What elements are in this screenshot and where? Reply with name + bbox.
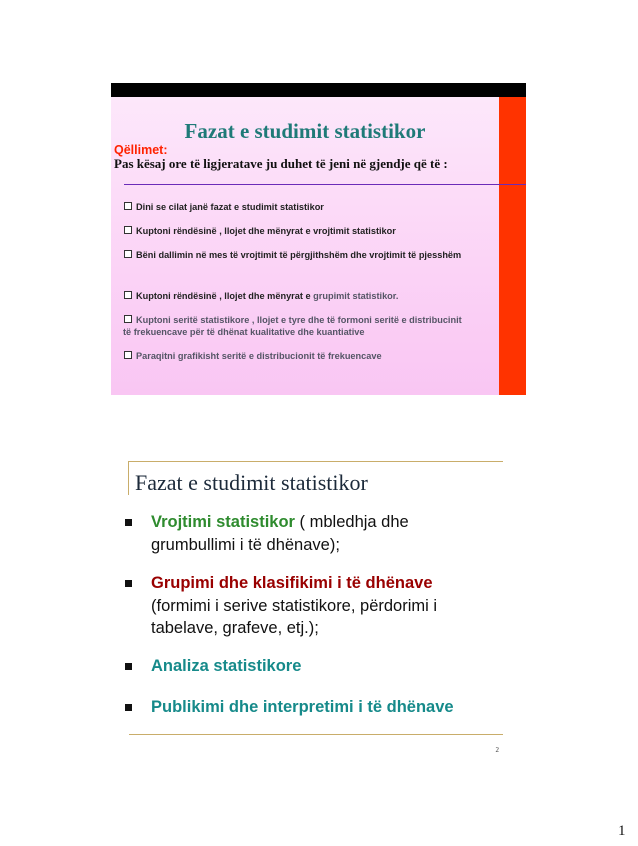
slide-2: Fazat e studimit statistikor Vrojtimi statistikor ( mbledhja dhe grumbullimi i të dhënave); Grupimi dhe klasifikimi i të dhënave (formimi i serive statistikore, përdorimi i tabelave, grafeve, etj.); Analiza statistikore Publikimi dhe interpretimi i të dhënave 2: [125, 461, 503, 736]
slide-top-bar: [111, 83, 526, 97]
goal-item: Bëni dallimin në mes të vrojtimit të përgjithshëm dhe vrojtimit të pjesshëm: [123, 249, 468, 261]
goal-item: Kuptoni rëndësinë , llojet dhe mënyrat e vrojtimit statistikor: [123, 225, 468, 237]
slide-2-title: Fazat e studimit statistikor: [135, 470, 368, 495]
goals-intro: Pas kësaj ore të ligjeratave ju duhet të jeni në gjendje që të :: [114, 156, 448, 171]
square-bullet-icon: [125, 519, 132, 526]
square-bullet-icon: [125, 580, 132, 587]
slide-side-accent-bar: [499, 97, 526, 395]
square-bullet-icon: [125, 663, 132, 670]
slide-frame-bottom: [129, 734, 503, 735]
goal-item: Kuptoni rëndësinë , llojet dhe mënyrat e grupimit statistikor.: [123, 290, 468, 302]
slide-1-title: Fazat e studimit statistikor: [184, 119, 426, 143]
goal-item: Paraqitni grafikisht seritë e distribucionit të frekuencave: [123, 350, 468, 362]
slide-1: [111, 83, 526, 395]
goal-item: Kuptoni seritë statistikore , llojet e tyre dhe të formoni seritë e distribucinit të frekuencave për të dhënat kualitative dhe kuantiative: [123, 315, 462, 337]
checkbox-bullet-icon: [124, 315, 132, 323]
checkbox-bullet-icon: [124, 202, 132, 210]
square-bullet-icon: [125, 704, 132, 711]
page-number: 1: [618, 823, 626, 839]
slide-frame-left: [128, 461, 129, 495]
checkbox-bullet-icon: [124, 226, 132, 234]
checkbox-bullet-icon: [124, 250, 132, 258]
divider-line: [124, 184, 526, 185]
goal-item: Dini se cilat janë fazat e studimit statistikor: [123, 201, 468, 213]
checkbox-bullet-icon: [124, 351, 132, 359]
slide-frame-top: [129, 461, 503, 462]
slide-number: 2: [495, 746, 499, 754]
checkbox-bullet-icon: [124, 291, 132, 299]
goals-label: Qëllimet:: [114, 143, 168, 157]
